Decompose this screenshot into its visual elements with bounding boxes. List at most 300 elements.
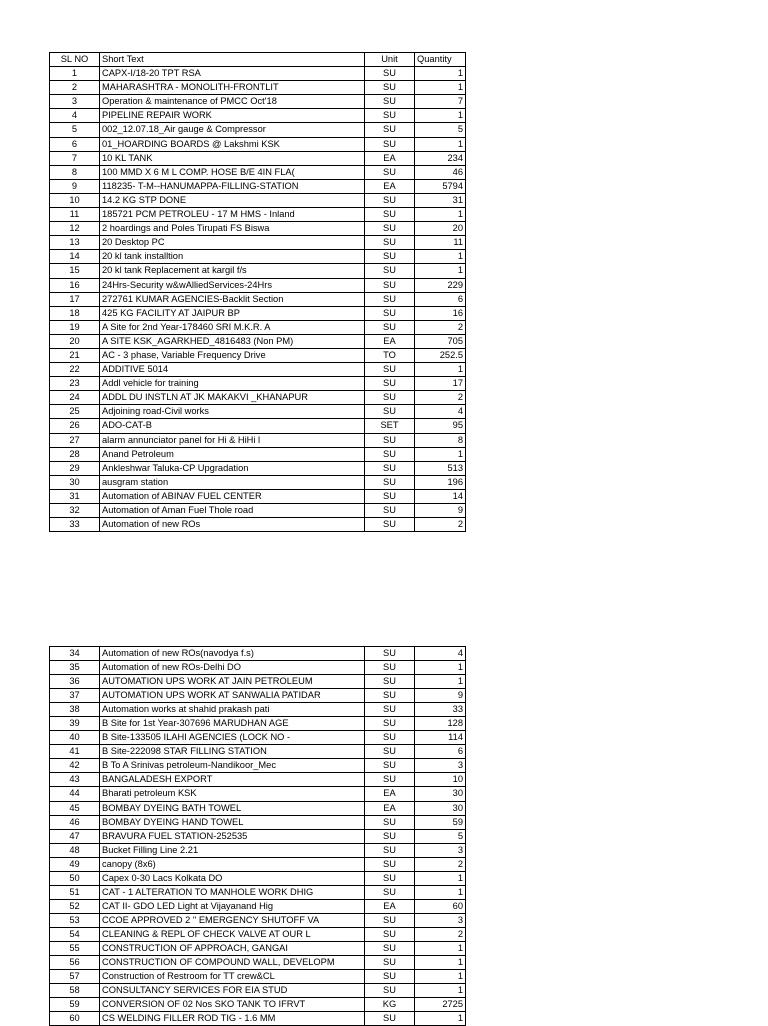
cell-sl-no: 56 (50, 956, 100, 970)
cell-quantity: 16 (415, 306, 466, 320)
cell-unit: SU (365, 320, 415, 334)
cell-short-text: CAT II- GDO LED Light at Vijayanand Hig (100, 899, 365, 913)
cell-sl-no: 32 (50, 504, 100, 518)
table-row (50, 179, 466, 193)
cell-quantity: 252.5 (415, 348, 466, 362)
cell-unit: SU (365, 504, 415, 518)
cell-short-text: B Site-222098 STAR FILLING STATION (100, 745, 365, 759)
cell-sl-no: 52 (50, 899, 100, 913)
cell-quantity: 1 (415, 447, 466, 461)
table-row (50, 489, 466, 503)
cell-sl-no: 8 (50, 165, 100, 179)
cell-unit: SU (365, 731, 415, 745)
cell-short-text: CONSTRUCTION OF APPROACH, GANGAI (100, 941, 365, 955)
cell-quantity: 1 (415, 970, 466, 984)
cell-unit: SET (365, 419, 415, 433)
cell-short-text: AC - 3 phase, Variable Frequency Drive (100, 348, 365, 362)
cell-short-text: CONSTRUCTION OF COMPOUND WALL, DEVELOPM (100, 956, 365, 970)
cell-unit: SU (365, 292, 415, 306)
table-row (50, 391, 466, 405)
cell-quantity: 1 (415, 67, 466, 81)
table-row (50, 348, 466, 362)
items-table-1 (49, 52, 466, 532)
cell-quantity: 95 (415, 419, 466, 433)
cell-sl-no: 27 (50, 433, 100, 447)
cell-sl-no: 25 (50, 405, 100, 419)
cell-quantity: 229 (415, 278, 466, 292)
cell-short-text: 24Hrs-Security w&wAlliedServices-24Hrs (100, 278, 365, 292)
cell-quantity: 1 (415, 250, 466, 264)
cell-short-text: 20 Desktop PC (100, 236, 365, 250)
cell-sl-no: 1 (50, 67, 100, 81)
cell-unit: SU (365, 278, 415, 292)
cell-quantity: 10 (415, 773, 466, 787)
table-row (50, 320, 466, 334)
cell-short-text: Construction of Restroom for TT crew&CL (100, 970, 365, 984)
table-row (50, 151, 466, 165)
cell-short-text: AUTOMATION UPS WORK AT JAIN PETROLEUM (100, 675, 365, 689)
cell-sl-no: 29 (50, 461, 100, 475)
cell-short-text: CONSULTANCY SERVICES FOR EIA STUD (100, 984, 365, 998)
table-row (50, 334, 466, 348)
cell-sl-no: 13 (50, 236, 100, 250)
cell-unit: SU (365, 871, 415, 885)
table-row (50, 377, 466, 391)
cell-sl-no: 7 (50, 151, 100, 165)
cell-quantity: 1 (415, 208, 466, 222)
table-row (50, 661, 466, 675)
cell-sl-no: 41 (50, 745, 100, 759)
cell-short-text: 14.2 KG STP DONE (100, 193, 365, 207)
cell-unit: SU (365, 885, 415, 899)
cell-unit: SU (365, 391, 415, 405)
cell-short-text: B To A Srinivas petroleum-Nandikoor_Mec (100, 759, 365, 773)
cell-unit: SU (365, 675, 415, 689)
cell-short-text: BOMBAY DYEING BATH TOWEL (100, 801, 365, 815)
cell-unit: SU (365, 222, 415, 236)
cell-quantity: 1 (415, 81, 466, 95)
table-row (50, 927, 466, 941)
cell-short-text: 118235- T-M--HANUMAPPA-FILLING-STATION (100, 179, 365, 193)
cell-unit: SU (365, 647, 415, 661)
cell-sl-no: 31 (50, 489, 100, 503)
cell-short-text: Automation of new ROs (100, 518, 365, 532)
cell-sl-no: 60 (50, 1012, 100, 1026)
cell-quantity: 4 (415, 405, 466, 419)
cell-quantity: 30 (415, 787, 466, 801)
cell-sl-no: 45 (50, 801, 100, 815)
cell-sl-no: 36 (50, 675, 100, 689)
cell-sl-no: 21 (50, 348, 100, 362)
table-row (50, 433, 466, 447)
cell-sl-no: 34 (50, 647, 100, 661)
table-row (50, 745, 466, 759)
cell-sl-no: 40 (50, 731, 100, 745)
cell-sl-no: 46 (50, 815, 100, 829)
table-row (50, 419, 466, 433)
cell-quantity: 2 (415, 927, 466, 941)
cell-sl-no: 50 (50, 871, 100, 885)
table-row (50, 475, 466, 489)
cell-unit: EA (365, 899, 415, 913)
cell-unit: SU (365, 405, 415, 419)
cell-unit: EA (365, 179, 415, 193)
table-row (50, 956, 466, 970)
header-unit: Unit (365, 53, 415, 67)
cell-short-text: CAT - 1 ALTERATION TO MANHOLE WORK DHIG (100, 885, 365, 899)
cell-quantity: 1 (415, 871, 466, 885)
table-row (50, 81, 466, 95)
cell-unit: SU (365, 264, 415, 278)
cell-sl-no: 12 (50, 222, 100, 236)
cell-quantity: 2 (415, 857, 466, 871)
cell-quantity: 2725 (415, 998, 466, 1012)
cell-quantity: 31 (415, 193, 466, 207)
table-row (50, 998, 466, 1012)
cell-unit: SU (365, 927, 415, 941)
cell-short-text: PIPELINE REPAIR WORK (100, 109, 365, 123)
cell-short-text: A Site for 2nd Year-178460 SRI M.K.R. A (100, 320, 365, 334)
cell-sl-no: 42 (50, 759, 100, 773)
cell-sl-no: 53 (50, 913, 100, 927)
table-row (50, 829, 466, 843)
cell-sl-no: 38 (50, 703, 100, 717)
table-row (50, 236, 466, 250)
cell-short-text: 2 hoardings and Poles Tirupati FS Biswa (100, 222, 365, 236)
cell-short-text: Operation & maintenance of PMCC Oct'18 (100, 95, 365, 109)
cell-sl-no: 2 (50, 81, 100, 95)
cell-short-text: BRAVURA FUEL STATION-252535 (100, 829, 365, 843)
cell-short-text: 272761 KUMAR AGENCIES-Backlit Section (100, 292, 365, 306)
cell-unit: SU (365, 433, 415, 447)
cell-short-text: Bucket Filling Line 2.21 (100, 843, 365, 857)
table-row (50, 970, 466, 984)
table-row (50, 278, 466, 292)
cell-short-text: Automation works at shahid prakash pati (100, 703, 365, 717)
cell-quantity: 1 (415, 264, 466, 278)
cell-unit: EA (365, 787, 415, 801)
table-row (50, 405, 466, 419)
cell-sl-no: 9 (50, 179, 100, 193)
cell-unit: SU (365, 109, 415, 123)
cell-sl-no: 10 (50, 193, 100, 207)
cell-sl-no: 5 (50, 123, 100, 137)
cell-unit: SU (365, 193, 415, 207)
cell-quantity: 1 (415, 661, 466, 675)
cell-quantity: 1 (415, 363, 466, 377)
cell-quantity: 8 (415, 433, 466, 447)
cell-unit: SU (365, 447, 415, 461)
table-body (50, 647, 466, 1026)
cell-short-text: BANGALADESH EXPORT (100, 773, 365, 787)
cell-quantity: 705 (415, 334, 466, 348)
cell-short-text: Ankleshwar Taluka-CP Upgradation (100, 461, 365, 475)
cell-unit: SU (365, 475, 415, 489)
cell-short-text: AUTOMATION UPS WORK AT SANWALIA PATIDAR (100, 689, 365, 703)
cell-quantity: 2 (415, 391, 466, 405)
header-short-text: Short Text (100, 53, 365, 67)
cell-sl-no: 15 (50, 264, 100, 278)
table-row (50, 250, 466, 264)
cell-quantity: 33 (415, 703, 466, 717)
cell-short-text: 002_12.07.18_Air gauge & Compressor (100, 123, 365, 137)
cell-unit: SU (365, 689, 415, 703)
cell-quantity: 7 (415, 95, 466, 109)
table-row (50, 363, 466, 377)
cell-unit: EA (365, 151, 415, 165)
cell-short-text: 185721 PCM PETROLEU - 17 M HMS - Inland (100, 208, 365, 222)
cell-unit: SU (365, 773, 415, 787)
cell-unit: SU (365, 306, 415, 320)
table-row (50, 871, 466, 885)
cell-unit: SU (365, 703, 415, 717)
cell-sl-no: 14 (50, 250, 100, 264)
cell-sl-no: 43 (50, 773, 100, 787)
cell-unit: SU (365, 363, 415, 377)
cell-unit: SU (365, 941, 415, 955)
cell-unit: SU (365, 81, 415, 95)
cell-sl-no: 37 (50, 689, 100, 703)
cell-short-text: Bharati petroleum KSK (100, 787, 365, 801)
cell-quantity: 513 (415, 461, 466, 475)
cell-quantity: 6 (415, 745, 466, 759)
cell-quantity: 2 (415, 518, 466, 532)
cell-short-text: ADDL DU INSTLN AT JK MAKAKVI _KHANAPUR (100, 391, 365, 405)
cell-short-text: MAHARASHTRA - MONOLITH-FRONTLIT (100, 81, 365, 95)
cell-quantity: 9 (415, 689, 466, 703)
table-row (50, 222, 466, 236)
cell-sl-no: 58 (50, 984, 100, 998)
cell-unit: SU (365, 815, 415, 829)
cell-quantity: 128 (415, 717, 466, 731)
table-row (50, 165, 466, 179)
cell-unit: EA (365, 801, 415, 815)
cell-sl-no: 33 (50, 518, 100, 532)
cell-quantity: 1 (415, 137, 466, 151)
cell-unit: EA (365, 334, 415, 348)
table-row (50, 885, 466, 899)
items-table-2 (49, 646, 466, 1026)
cell-sl-no: 59 (50, 998, 100, 1012)
cell-quantity: 59 (415, 815, 466, 829)
cell-short-text: Automation of Aman Fuel Thole road (100, 504, 365, 518)
table-row (50, 913, 466, 927)
table-row (50, 717, 466, 731)
cell-quantity: 5 (415, 123, 466, 137)
cell-quantity: 1 (415, 1012, 466, 1026)
cell-short-text: BOMBAY DYEING HAND TOWEL (100, 815, 365, 829)
cell-sl-no: 23 (50, 377, 100, 391)
cell-short-text: CCOE APPROVED 2 " EMERGENCY SHUTOFF VA (100, 913, 365, 927)
table-row (50, 689, 466, 703)
cell-short-text: Capex 0-30 Lacs Kolkata DO (100, 871, 365, 885)
cell-sl-no: 6 (50, 137, 100, 151)
cell-quantity: 17 (415, 377, 466, 391)
cell-sl-no: 28 (50, 447, 100, 461)
cell-short-text: B Site for 1st Year-307696 MARUDHAN AGE (100, 717, 365, 731)
cell-short-text: canopy (8x6) (100, 857, 365, 871)
cell-sl-no: 16 (50, 278, 100, 292)
cell-unit: SU (365, 829, 415, 843)
table-row (50, 647, 466, 661)
cell-quantity: 46 (415, 165, 466, 179)
cell-sl-no: 26 (50, 419, 100, 433)
cell-quantity: 3 (415, 843, 466, 857)
cell-unit: SU (365, 759, 415, 773)
cell-unit: SU (365, 208, 415, 222)
cell-unit: SU (365, 1012, 415, 1026)
cell-quantity: 1 (415, 984, 466, 998)
cell-sl-no: 44 (50, 787, 100, 801)
header-sl-no: SL NO (50, 53, 100, 67)
cell-sl-no: 54 (50, 927, 100, 941)
cell-short-text: Automation of ABINAV FUEL CENTER (100, 489, 365, 503)
cell-quantity: 234 (415, 151, 466, 165)
cell-short-text: alarm annunciator panel for Hi & HiHi l (100, 433, 365, 447)
cell-sl-no: 57 (50, 970, 100, 984)
cell-unit: SU (365, 717, 415, 731)
cell-short-text: 10 KL TANK (100, 151, 365, 165)
table-row (50, 504, 466, 518)
table-row (50, 461, 466, 475)
table-row (50, 67, 466, 81)
table-row (50, 703, 466, 717)
cell-quantity: 5 (415, 829, 466, 843)
cell-short-text: Adjoining road-Civil works (100, 405, 365, 419)
table-row (50, 193, 466, 207)
table-row (50, 815, 466, 829)
cell-sl-no: 51 (50, 885, 100, 899)
table-row (50, 759, 466, 773)
cell-quantity: 2 (415, 320, 466, 334)
cell-short-text: 20 kl tank Replacement at kargil f/s (100, 264, 365, 278)
table-row (50, 899, 466, 913)
cell-quantity: 20 (415, 222, 466, 236)
cell-quantity: 60 (415, 899, 466, 913)
cell-quantity: 196 (415, 475, 466, 489)
table-row (50, 675, 466, 689)
cell-quantity: 114 (415, 731, 466, 745)
cell-quantity: 3 (415, 913, 466, 927)
cell-unit: SU (365, 236, 415, 250)
cell-unit: SU (365, 489, 415, 503)
cell-unit: KG (365, 998, 415, 1012)
cell-sl-no: 19 (50, 320, 100, 334)
cell-short-text: 100 MMD X 6 M L COMP. HOSE B/E 4IN FLA( (100, 165, 365, 179)
cell-unit: SU (365, 95, 415, 109)
table-body (50, 67, 466, 532)
cell-short-text: ADDITIVE 5014 (100, 363, 365, 377)
cell-short-text: ADO-CAT-B (100, 419, 365, 433)
cell-quantity: 3 (415, 759, 466, 773)
table-row (50, 208, 466, 222)
table-row (50, 264, 466, 278)
cell-quantity: 1 (415, 885, 466, 899)
cell-unit: SU (365, 661, 415, 675)
cell-quantity: 14 (415, 489, 466, 503)
cell-quantity: 1 (415, 109, 466, 123)
cell-quantity: 30 (415, 801, 466, 815)
cell-short-text: ausgram station (100, 475, 365, 489)
cell-unit: SU (365, 123, 415, 137)
table-row (50, 731, 466, 745)
cell-unit: SU (365, 956, 415, 970)
cell-short-text: Addl vehicle for training (100, 377, 365, 391)
cell-sl-no: 47 (50, 829, 100, 843)
table-row (50, 984, 466, 998)
cell-sl-no: 49 (50, 857, 100, 871)
cell-sl-no: 11 (50, 208, 100, 222)
cell-short-text: A SITE KSK_AGARKHED_4816483 (Non PM) (100, 334, 365, 348)
header-quantity: Quantity (415, 53, 466, 67)
cell-unit: SU (365, 461, 415, 475)
cell-unit: TO (365, 348, 415, 362)
table-row (50, 843, 466, 857)
table-row (50, 95, 466, 109)
cell-quantity: 9 (415, 504, 466, 518)
table-row (50, 292, 466, 306)
cell-unit: SU (365, 913, 415, 927)
table-row (50, 306, 466, 320)
table-row (50, 518, 466, 532)
table-row (50, 123, 466, 137)
table-row (50, 941, 466, 955)
cell-short-text: CS WELDING FILLER ROD TIG - 1.6 MM (100, 1012, 365, 1026)
cell-unit: SU (365, 843, 415, 857)
table-row (50, 447, 466, 461)
cell-short-text: B Site-133505 ILAHI AGENCIES (LOCK NO - (100, 731, 365, 745)
cell-sl-no: 18 (50, 306, 100, 320)
cell-sl-no: 17 (50, 292, 100, 306)
table-row (50, 137, 466, 151)
table-row (50, 109, 466, 123)
cell-unit: SU (365, 67, 415, 81)
cell-unit: SU (365, 970, 415, 984)
cell-sl-no: 4 (50, 109, 100, 123)
table-row (50, 857, 466, 871)
cell-unit: SU (365, 857, 415, 871)
table-row (50, 801, 466, 815)
cell-short-text: Automation of new ROs(navodya f.s) (100, 647, 365, 661)
cell-quantity: 1 (415, 941, 466, 955)
cell-unit: SU (365, 518, 415, 532)
cell-quantity: 4 (415, 647, 466, 661)
cell-short-text: CLEANING & REPL OF CHECK VALVE AT OUR L (100, 927, 365, 941)
cell-short-text: 01_HOARDING BOARDS @ Lakshmi KSK (100, 137, 365, 151)
cell-sl-no: 35 (50, 661, 100, 675)
cell-sl-no: 3 (50, 95, 100, 109)
cell-sl-no: 30 (50, 475, 100, 489)
cell-short-text: Anand Petroleum (100, 447, 365, 461)
cell-sl-no: 24 (50, 391, 100, 405)
cell-sl-no: 20 (50, 334, 100, 348)
table-row (50, 773, 466, 787)
cell-short-text: 20 kl tank installtion (100, 250, 365, 264)
cell-unit: SU (365, 377, 415, 391)
cell-quantity: 5794 (415, 179, 466, 193)
table-header-row (50, 53, 466, 67)
cell-quantity: 1 (415, 956, 466, 970)
table-row (50, 787, 466, 801)
cell-unit: SU (365, 165, 415, 179)
cell-unit: SU (365, 250, 415, 264)
cell-short-text: 425 KG FACILITY AT JAIPUR BP (100, 306, 365, 320)
cell-quantity: 11 (415, 236, 466, 250)
cell-quantity: 1 (415, 675, 466, 689)
cell-sl-no: 55 (50, 941, 100, 955)
cell-unit: SU (365, 745, 415, 759)
cell-sl-no: 48 (50, 843, 100, 857)
